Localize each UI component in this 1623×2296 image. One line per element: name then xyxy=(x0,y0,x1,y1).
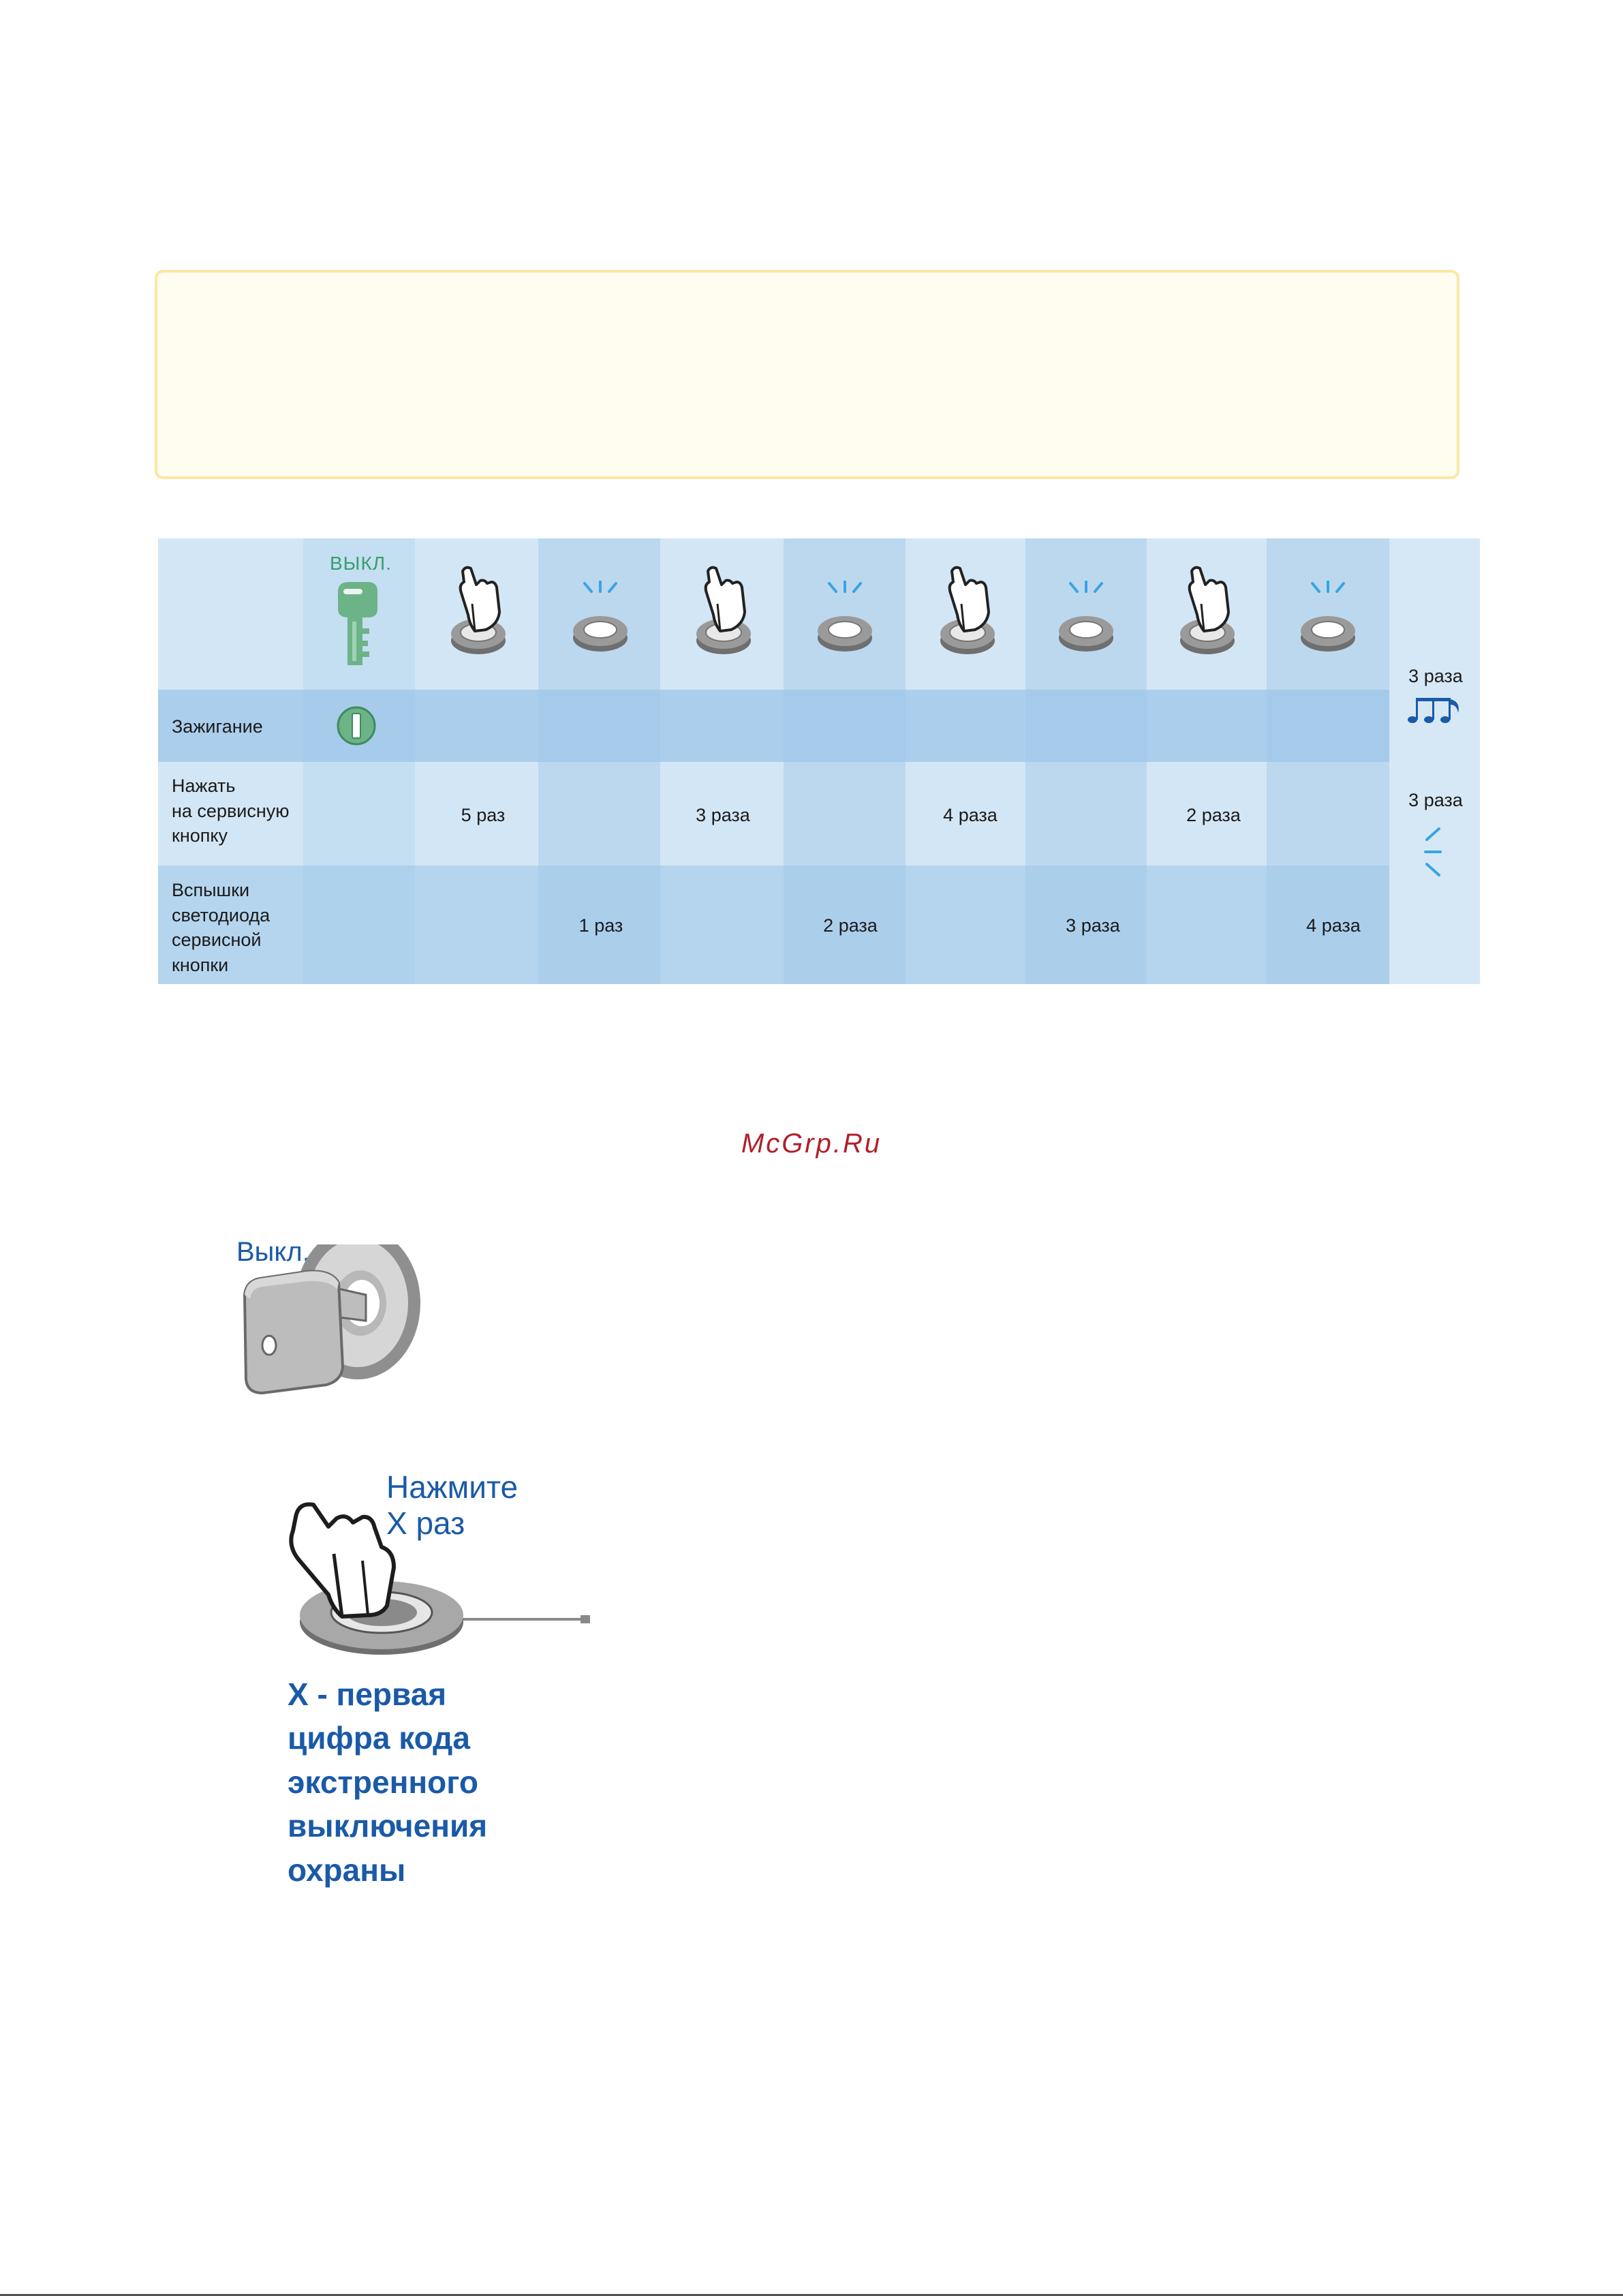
hand-press-service-button-icon xyxy=(279,1486,600,1663)
watermark: McGrp.Ru xyxy=(741,1129,882,1159)
key-in-lock-icon xyxy=(235,1244,426,1422)
hand-press-button-icon-1 xyxy=(448,564,509,660)
sound-count: 3 раза xyxy=(1408,666,1463,686)
row-label-press xyxy=(172,774,290,848)
hand-press-button-icon-4 xyxy=(1177,564,1238,660)
code-explanation-line: выключения xyxy=(288,1808,488,1844)
ignition-on-icon xyxy=(336,705,377,746)
code-explanation xyxy=(288,1672,487,1892)
code-explanation-line: экстренного xyxy=(288,1764,478,1800)
press-count-cell: 5 раз xyxy=(461,805,506,825)
row-label-press-line: Нажать xyxy=(172,776,236,796)
row-label-flash xyxy=(172,878,270,978)
flash-count-cell: 4 раза xyxy=(1306,915,1361,936)
service-button-table xyxy=(158,538,1480,984)
row-label-press-line: кнопку xyxy=(172,825,228,846)
row-label-press-line: на сервисную xyxy=(172,800,290,821)
column-final xyxy=(1389,538,1480,984)
music-notes-icon xyxy=(1406,695,1464,725)
flashing-button-icon-2 xyxy=(814,581,876,656)
row-label-flash-line: сервисной xyxy=(172,930,262,951)
flash-count-cell: 1 раз xyxy=(578,915,623,936)
hand-press-button-icon-3 xyxy=(937,564,998,660)
flash-count-cell: 2 раза xyxy=(823,915,878,936)
flashing-button-icon-4 xyxy=(1297,581,1359,656)
code-explanation-line: цифра кода xyxy=(288,1720,470,1756)
key-icon xyxy=(330,579,384,668)
note-box xyxy=(155,270,1459,479)
key-off-label: ВЫКЛ. xyxy=(330,553,392,574)
hand-press-button-icon-2 xyxy=(693,564,754,660)
row-label-flash-line: Вспышки xyxy=(172,880,250,900)
press-label-line: X раз xyxy=(386,1505,465,1541)
press-count-cell: 4 раза xyxy=(943,805,998,825)
code-explanation-line: X - первая xyxy=(288,1677,447,1712)
led-flash-icon xyxy=(1420,825,1450,879)
row-label-ignition: Зажигание xyxy=(172,716,263,737)
flashing-button-icon-1 xyxy=(570,581,631,656)
press-count-cell: 3 раза xyxy=(696,805,750,825)
press-count-cell: 2 раза xyxy=(1186,805,1241,825)
code-explanation-line: охраны xyxy=(288,1852,406,1888)
press-label-line: Нажмите xyxy=(386,1469,519,1505)
flash-count-cell: 3 раза xyxy=(1066,915,1120,936)
row-flash xyxy=(158,866,1389,984)
led-count: 3 раза xyxy=(1408,790,1463,810)
row-label-flash-line: светодиода xyxy=(172,904,270,925)
flashing-button-icon-3 xyxy=(1055,581,1117,656)
row-label-flash-line: кнопки xyxy=(172,955,229,976)
off-label: Выкл. xyxy=(236,1237,310,1267)
